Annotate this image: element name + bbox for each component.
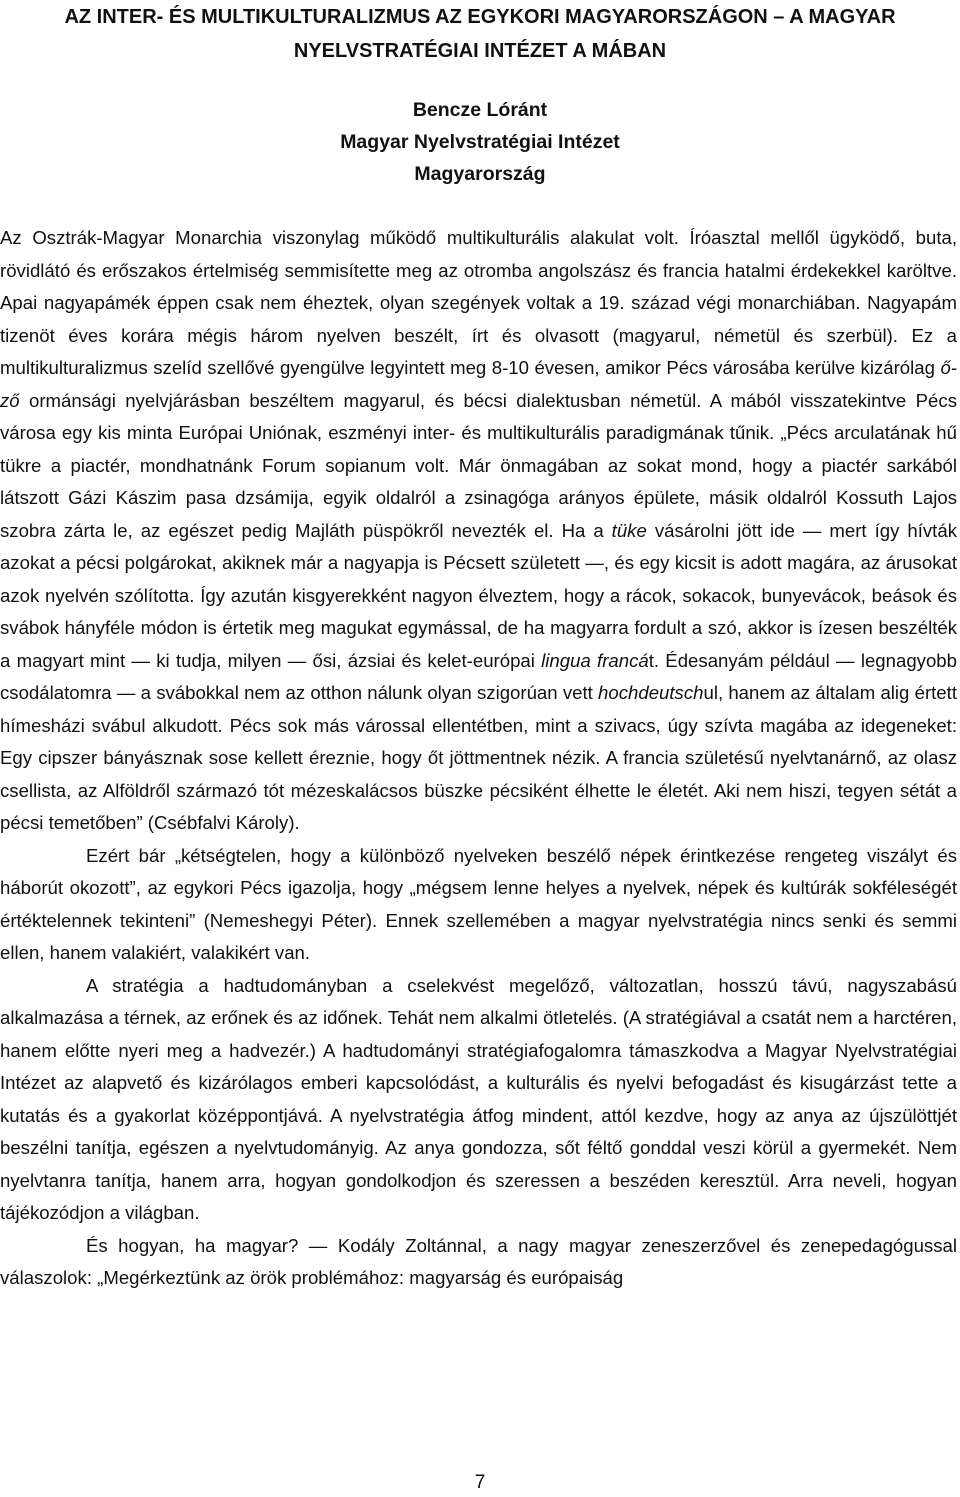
p1-text-c: ormánsági nyelvjárásban beszéltem magyarul, és bécsi dialektusban németül. A mából visszatekintve Pécs városa egy kis minta Európai Uniónak, eszményi inter- és multikulturális paradigmának tűnik. „Pécs arculatának hű tükre a piactér, mondhatnánk Forum sopianum volt. Már önmagában az sokat mond, hogy a piactér sarkából látszott Gázi Kászim pasa dzsámija, egyik oldalról a zsinagóga arányos épülete, másik oldalról Kossuth Lajos szobra zárta le, az egészet pedig Majláth püspökről nevezték el. Ha a [0, 389, 957, 541]
paragraph-3: A stratégia a hadtudományban a cselekvést megelőző, változatlan, hosszú távú, nagyszabású alkalmazása a térnek, az erőnek és az időnek. Tehát nem alkalmi ötletelés. (A stratégiával a csatát nem a harctéren, hanem előtte nyeri meg a hadvezér.) A hadtudományi stratégiafogalomra támaszkodva a Magyar Nyelvstratégiai Intézet az alapvető és kizárólagos emberi kapcsolódást, a kulturális és nyelvi befogadást és kisugárzást tette a kutatás és a gyakorlat középpontjává. A nyelvstratégia átfog mindent, attól kezdve, hogy az anya az újszülöttjét beszélni tanítja, egészen a nyelvtudományig. Az anya gondozza, sőt féltő gonddal veszi körül a gyermekét. Nem nyelvtanra tanítja, hanem arra, hogyan gondolkodjon és szeressen a beszéden keresztül. Arra neveli, hogyan tájékozódjon a világban. [0, 974, 957, 1223]
paragraph-4: És hogyan, ha magyar? — Kodály Zoltánnal, a nagy magyar zeneszerzővel és zenepedagógussal válaszolok: „Megérkeztünk az örök problémához: magyarság és európaiság [0, 1234, 957, 1288]
p1-text-e: vásárolni jött ide — mert így hívták azokat a pécsi polgárokat, akiknek már a nagyapja is Pécsett született —, és egy kicsit is adott magára, az árusokat azok nyelvén szólította. Így azután kisgyerekként nagyon élveztem, hogy a rácok, sokacok, bunyevácok, beások és svábok hányféle módon is értetik meg magukat egymással, de ha magyarra fordult a szó, akkor is ízesen beszélték a magyart mint — ki tudja, milyen — ősi, ázsiai és kelet-európai [0, 519, 957, 671]
p1-italic-h: hochdeutsch [598, 682, 704, 703]
article-title [0, 0, 960, 68]
p1-italic-b: ő-ző [0, 357, 957, 411]
paragraph-1 [0, 222, 957, 840]
p1-text-g: t. Édesanyám például — legnagyobb csodálatomra — a svábokkal nem az otthon nálunk olyan szigorúan vett [0, 649, 957, 703]
author-block [0, 94, 960, 190]
article-body [0, 222, 957, 1295]
author-name: Bencze Lóránt [412, 99, 548, 121]
author-institute: Magyar Nyelvstratégiai Intézet [340, 131, 620, 153]
p1-italic-f: lingua francá [541, 649, 649, 671]
title-line-2: NYELVSTRATÉGIAI INTÉZET A MÁBAN [293, 40, 667, 62]
p1-italic-d: tüke [611, 519, 647, 541]
page-number: 7 [474, 1472, 486, 1493]
paragraph-2: Ezért bár „kétségtelen, hogy a különböző nyelveken beszélő népek érintkezése rengeteg viszályt és háborút okozott”, az egykori Pécs igazolja, hogy „mégsem lenne helyes a nyelvek, népek és kultúrák sokféleségét értéktelennek tekinteni” (Nemeshegyi Péter). Ennek szellemében a magyar nyelvstratégia nincs senki és semmi ellen, hanem valakiért, valakikért van. [0, 844, 957, 963]
p1-text-i: ul, hanem az általam alig értett hímesházi svábul alkudott. Pécs sok más várossal ellentétben, mint a szivacs, úgy szívta magába az idegeneket: Egy cipszer bányásznak sose kellett éreznie, hogy őt jöttmentnek nézik. A francia születésű nyelvtanárnő, az olasz csellista, az Alföldről származó tót mézeskalácsos büszke pécsiként élhette le életét. Aki nem hiszi, tegyen sétát a pécsi temetőben” (Csébfalvi Károly). [0, 682, 957, 833]
title-line-1: AZ INTER- ÉS MULTIKULTURALIZMUS AZ EGYKORI MAGYARORSZÁGON – A MAGYAR [64, 6, 896, 28]
author-country: Magyarország [414, 163, 546, 185]
p1-text-a: Az Osztrák-Magyar Monarchia viszonylag működő multikulturális alakulat volt. Íróasztal mellől ügyködő, buta, rövidlátó és erőszakos értelmiség semmisítette meg az otromba angolszász és francia hatalmi érdekekkel karöltve. Apai nagyapámék éppen csak nem éheztek, olyan szegények voltak a 19. század végi monarchiában. Nagyapám tizenöt éves korára mégis három nyelven beszélt, írt és olvasott (magyarul, németül és szerbül). Ez a multikulturalizmus szelíd szellővé gyengülve legyintett meg 8-10 évesen, amikor Pécs városába kerülve kizárólag [0, 227, 957, 378]
